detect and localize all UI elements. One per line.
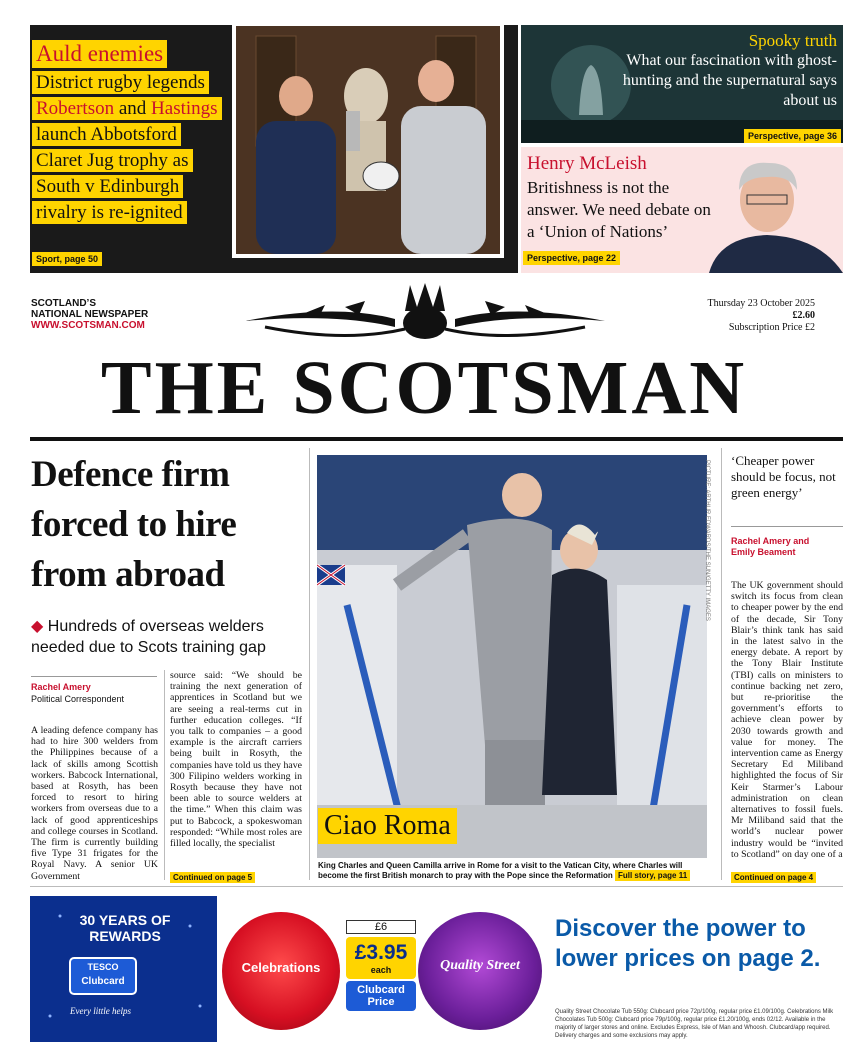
ad-headline[interactable]: Discover the power to lower prices on page 2. <box>555 915 821 972</box>
side-story-continued[interactable]: Continued on page 4 <box>731 872 816 883</box>
photo-headline[interactable]: Ciao Roma <box>318 808 457 844</box>
tesco-logo: TESCO <box>87 962 119 972</box>
photo-continued[interactable]: Full story, page 11 <box>615 870 690 881</box>
lead-body-col-2: source said: “We should be training the next generation of apprentices in Scotland but we are seeing a real-terms cut in further education colleges. “If you talk to companies – a good example is the aircraft carriers being built in Rosyth, the companies have told us they have 300 Filipino welders working in Rosyth because they have not been able to source welders at the time.” When this claim was put to Babcock, a spokeswoman responded: “While most roles are filled locally, the specialist <box>170 670 302 850</box>
lead-continued[interactable]: Continued on page 5 <box>170 872 255 883</box>
masthead-url[interactable]: WWW.SCOTSMAN.COM <box>31 320 145 331</box>
regular-price: £6 <box>346 920 416 934</box>
offer-price: £3.95 <box>354 941 408 964</box>
column-divider <box>721 448 722 880</box>
rugby-name-b: Hastings <box>151 98 218 119</box>
royal-arrival-illustration <box>317 455 707 858</box>
column-divider <box>309 448 310 880</box>
mcleish-promo[interactable] <box>521 147 843 273</box>
masthead-tagline <box>31 298 148 331</box>
standfirst-diamond: ◆ <box>31 618 44 635</box>
rugby-line: South v Edinburgh <box>32 175 183 198</box>
clubcard-logo: Clubcard <box>81 976 125 987</box>
spooky-page-tag[interactable]: Perspective, page 36 <box>744 129 841 143</box>
side-rule <box>731 526 843 527</box>
quality-street-label: Quality Street <box>440 958 520 973</box>
side-story-headline[interactable]: ‘Cheaper power should be focus, not green energy’ <box>731 453 836 500</box>
rugby-name-a: Robertson <box>36 98 115 119</box>
rugby-promo-text[interactable] <box>32 40 232 227</box>
side-story-authors: Rachel Amery and Emily Beament <box>731 536 810 557</box>
byline-rule <box>31 676 157 677</box>
photo-caption-text: King Charles and Queen Camilla arrive in Rome for a visit to the Vatican City, where Charles will become the first British monarch to pray with the Pope since the Reformation <box>318 861 683 880</box>
ad-small-print: Quality Street Chocolate Tub 550g: Clubcard price 72p/100g, regular price £1.09/100g. Celebrations Milk Chocolates Tub 500g: Clubcard price 79p/100g, regular price £1.20/100g, ends 02/12. Available in the majority of larger stores and online. Excludes Express, Isle of Man and Whoosh. Clubcard/app required. Delivery charges and some exclusions may apply. <box>555 1009 834 1039</box>
masthead-date-block <box>708 298 815 334</box>
standfirst-text: Hundreds of overseas welders needed due to Scots training gap <box>31 618 266 656</box>
rugby-kicker: Auld enemies <box>32 40 167 68</box>
masthead-rule <box>30 437 843 441</box>
mcleish-text: Britishness is not the answer. We need debate on a ‘Union of Nations’ <box>527 178 711 241</box>
thistle-emblem <box>245 283 605 349</box>
offer-each: each <box>370 965 392 975</box>
quality-street-tub <box>418 912 542 1030</box>
spooky-title: Spooky truth <box>748 31 837 50</box>
lead-author: Rachel Amery <box>31 682 91 692</box>
rugby-photo-illustration <box>236 26 500 254</box>
side-story-body: The UK government should switch its focus from clean to cheaper power by the end of the decade, Sir Tony Blair’s think tank has said in the latest salvo in the energy debate. A report by the Tony Blair Institute (TBI) calls on ministers to continue backing net zero, but re-prioritise the government’s efforts to achieve clean power by 2030 towards growth and value for money. The intervention came as Energy Secretary Ed Miliband highlighted the focus of Sir Keir Starmer’s Labour administration on clean alternatives to fossil fuels. Mr Miliband said that the world’s nuclear power industry would be “invited to Scotland” on day one of a <box>731 580 843 860</box>
subscription-price: Subscription Price £2 <box>728 322 815 333</box>
rugby-page-tag[interactable]: Sport, page 50 <box>32 252 102 266</box>
main-photo[interactable] <box>317 455 707 858</box>
tesco-clubcard-badge[interactable] <box>30 896 217 1042</box>
mcleish-portrait <box>709 155 843 273</box>
rugby-line: District rugby legends <box>32 71 209 94</box>
rugby-line: rivalry is re-ignited <box>32 201 187 224</box>
price-tag <box>346 920 416 1011</box>
lead-byline <box>31 681 124 705</box>
clubcard-price-label: Clubcard Price <box>346 981 416 1011</box>
spooky-text: What our fascination with ghost-hunting and the supernatural says about us <box>622 52 837 109</box>
mcleish-name: Henry McLeish <box>527 153 647 174</box>
spooky-promo[interactable] <box>521 25 843 143</box>
cover-price: £2.60 <box>792 310 815 321</box>
rugby-line: launch Abbotsford <box>32 123 181 146</box>
celebrations-label: Celebrations <box>241 960 321 975</box>
celebrations-tub <box>222 912 340 1030</box>
lead-body-col-1: A leading defence company has had to hire 300 welders from the Philippines because of a lack of skills among Scottish workers. Babcock International, based at Rosyth, has been forced to resort to hiring workers from overseas due to a lack of good apprenticeships and college courses in Scotland. The firm is currently building five Type 31 frigates for the Royal Navy. A senior UK Government <box>31 725 158 882</box>
issue-date: Thursday 23 October 2025 <box>707 298 815 309</box>
rugby-and: and <box>118 98 147 119</box>
clubcard-arc-text: 30 YEARS OF REWARDS <box>79 912 171 944</box>
rugby-photo <box>232 22 504 258</box>
lead-standfirst <box>31 616 301 658</box>
lead-author-role: Political Correspondent <box>31 694 125 704</box>
masthead-national: SCOTLAND’S <box>31 298 96 309</box>
masthead-title: THE SCOTSMAN <box>100 346 748 430</box>
photo-caption <box>318 861 710 881</box>
column-divider <box>164 670 165 880</box>
rugby-line: Claret Jug trophy as <box>32 149 193 172</box>
ad-rule <box>30 886 843 887</box>
photo-credit: PICTURE: ARTHUR EDWARDS/THE SUN/GETTY IMAGES <box>704 460 710 621</box>
masthead-national-2: NATIONAL NEWSPAPER <box>31 309 149 320</box>
mcleish-page-tag[interactable]: Perspective, page 22 <box>523 251 620 265</box>
tesco-slogan: Every little helps <box>70 1006 131 1016</box>
lead-headline[interactable]: Defence firm forced to hire from abroad <box>31 454 237 595</box>
